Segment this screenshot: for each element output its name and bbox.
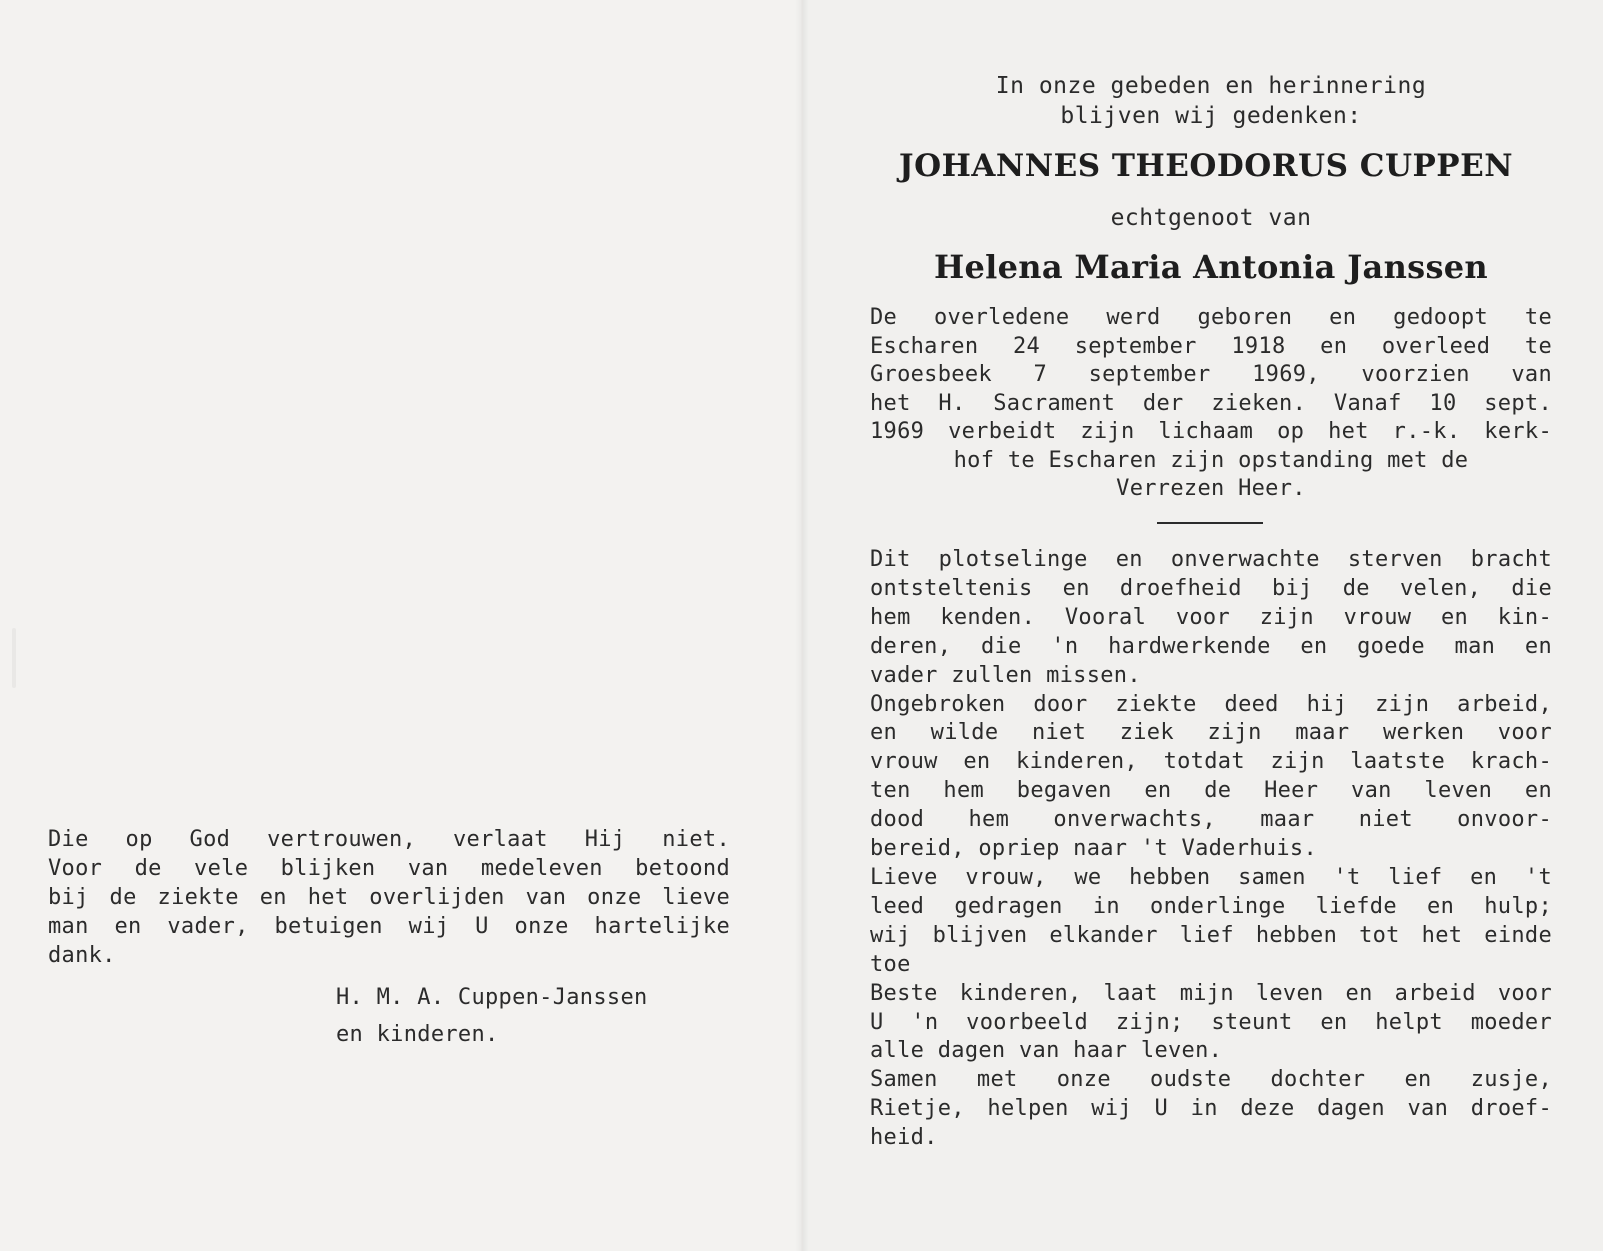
message-line: ten hem begaven en de Heer van leven en bbox=[870, 778, 1552, 804]
birth-death-line: De overledene werd geboren en gedoopt te bbox=[870, 305, 1552, 330]
message-line: en wilde niet ziek zijn maar werken voor bbox=[870, 720, 1552, 746]
message-line: Ongebroken door ziekte deed hij zijn arbeid, bbox=[870, 691, 1552, 717]
thanks-line: Voor de vele blijken van medeleven betoond bbox=[48, 856, 730, 881]
signature-name: H. M. A. Cuppen-Janssen bbox=[336, 985, 648, 1010]
message-line: vader zullen missen. bbox=[870, 662, 1141, 688]
thanks-text bbox=[48, 825, 730, 970]
birth-death-text bbox=[870, 304, 1552, 504]
intro-line: blijven wij gedenken: bbox=[1060, 103, 1362, 129]
message-line: U 'n voorbeeld zijn; steunt en helpt moeder bbox=[870, 1009, 1552, 1035]
spouse-label: echtgenoot van bbox=[1110, 205, 1312, 231]
message-line: Samen met onze oudste dochter en zusje, bbox=[870, 1067, 1552, 1093]
divider-rule bbox=[1157, 522, 1263, 524]
spouse-name: Helena Maria Antonia Janssen bbox=[933, 248, 1488, 286]
message-line: deren, die 'n hardwerkende en goede man en bbox=[870, 633, 1552, 659]
birth-death-line: Groesbeek 7 september 1969, voorzien van bbox=[870, 362, 1552, 387]
message-line: toe bbox=[870, 951, 911, 977]
birth-death-line: 1969 verbeidt zijn lichaam op het r.-k. kerk- bbox=[870, 419, 1552, 444]
deceased-name: JOHANNES THEODORUS CUPPEN bbox=[898, 148, 1514, 184]
paper-mark bbox=[12, 628, 16, 688]
message-line: dood hem onverwachts, maar niet onvoor- bbox=[870, 807, 1552, 833]
thanks-line: Die op God vertrouwen, verlaat Hij niet. bbox=[48, 827, 730, 852]
thanks-line: bij de ziekte en het overlijden van onze lieve bbox=[48, 885, 730, 910]
birth-death-line: Escharen 24 september 1918 en overleed te bbox=[870, 333, 1552, 359]
card-fold bbox=[795, 0, 809, 1251]
message-line: Rietje, helpen wij U in deze dagen van droef- bbox=[870, 1096, 1552, 1122]
message-line: Lieve vrouw, we hebben samen 't lief en 't bbox=[870, 864, 1552, 890]
message-line: alle dagen van haar leven. bbox=[870, 1038, 1223, 1064]
message-line: ontsteltenis en droefheid bij de velen, die bbox=[870, 575, 1552, 601]
message-line: Beste kinderen, laat mijn leven en arbeid voor bbox=[870, 980, 1552, 1006]
message-line: wij blijven elkander lief hebben tot het einde bbox=[870, 922, 1552, 948]
intro-line: In onze gebeden en herinnering bbox=[995, 73, 1427, 99]
birth-death-line: Verrezen Heer. bbox=[1116, 476, 1306, 501]
message-line: bereid, opriep naar 't Vaderhuis. bbox=[870, 836, 1317, 862]
message-line: Dit plotselinge en onverwachte sterven bracht bbox=[870, 547, 1552, 572]
message-line: leed gedragen in onderlinge liefde en hulp; bbox=[870, 893, 1552, 919]
message-line: vrouw en kinderen, totdat zijn laatste krach- bbox=[870, 749, 1552, 775]
birth-death-line: het H. Sacrament der zieken. Vanaf 10 sept. bbox=[870, 390, 1552, 416]
message-line: hem kenden. Vooral voor zijn vrouw en kin- bbox=[870, 604, 1552, 630]
message-text bbox=[870, 546, 1552, 1153]
signature bbox=[336, 979, 756, 1053]
signature-family: en kinderen. bbox=[336, 1022, 499, 1047]
thanks-line: man en vader, betuigen wij U onze hartelijke bbox=[48, 914, 730, 939]
thanks-line: dank. bbox=[48, 943, 116, 968]
birth-death-line: hof te Escharen zijn opstanding met de bbox=[953, 447, 1469, 473]
left-panel bbox=[0, 0, 801, 1251]
message-line: heid. bbox=[870, 1125, 938, 1151]
intro-text bbox=[873, 71, 1549, 131]
